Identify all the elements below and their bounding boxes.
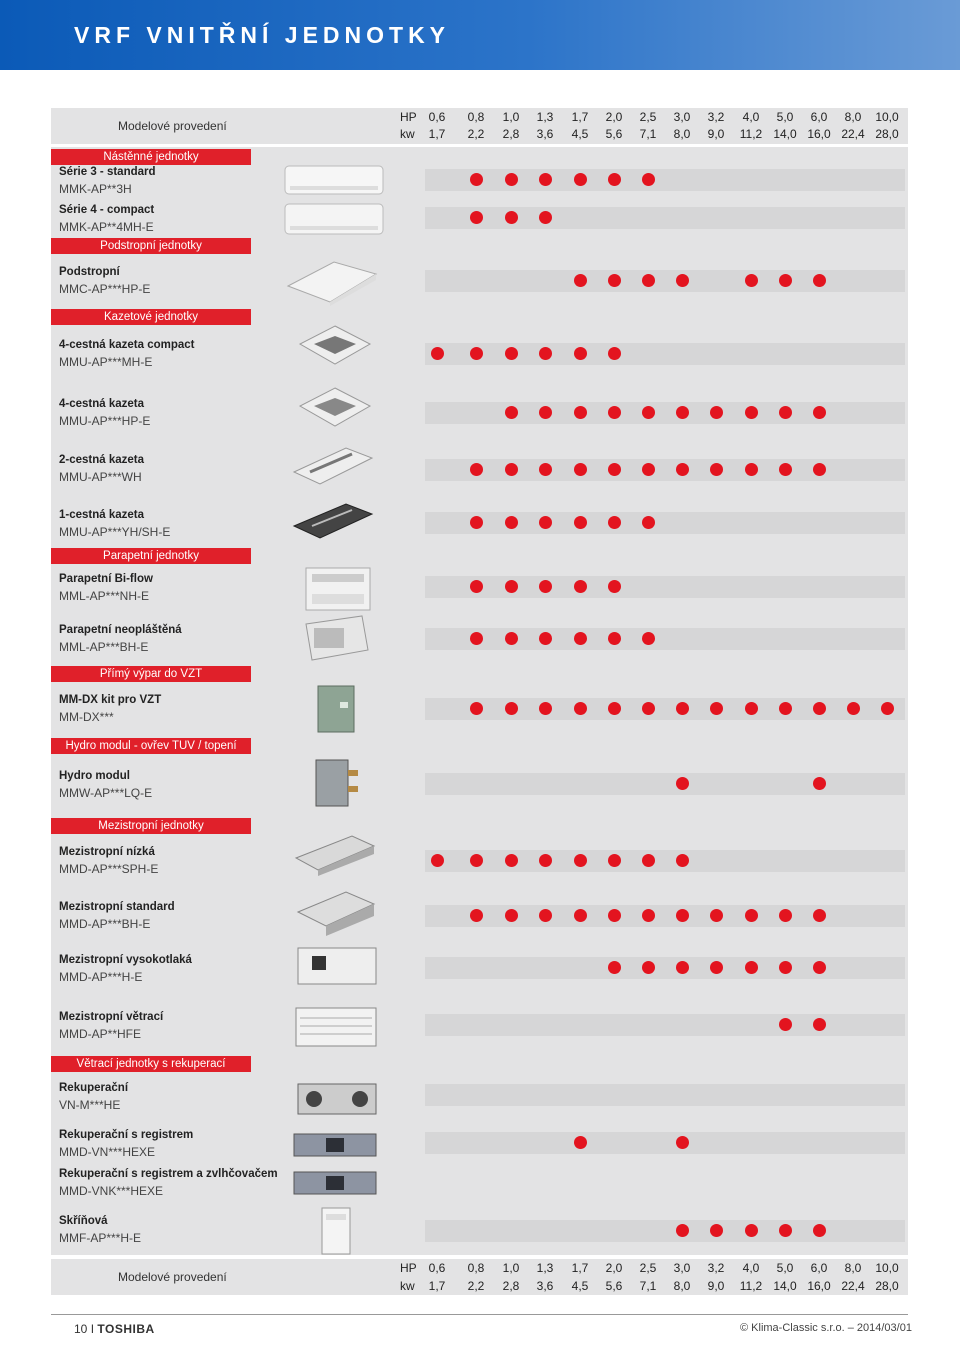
- availability-dot: [813, 909, 826, 922]
- category-hydro: Hydro modul - ovřev TUV / topení: [51, 738, 251, 754]
- availability-dot: [710, 1224, 723, 1237]
- product-model: MMD-AP**HFE: [59, 1027, 142, 1041]
- availability-dot: [539, 516, 552, 529]
- hp-value: 8,0: [844, 110, 862, 124]
- scale-title-top: Modelové provedení: [118, 119, 227, 133]
- product-name: 2-cestná kazeta: [59, 454, 145, 466]
- availability-dot: [608, 854, 621, 867]
- product-label: [59, 202, 154, 235]
- hp-value: 4,0: [742, 110, 760, 124]
- capacity-bar: [425, 576, 905, 598]
- capacity-bar: [425, 773, 905, 795]
- ceiling-unit-image: [284, 256, 380, 306]
- availability-dot: [539, 406, 552, 419]
- availability-dot: [710, 406, 723, 419]
- availability-dot: [608, 516, 621, 529]
- availability-dot: [574, 516, 587, 529]
- product-name: 4-cestná kazeta: [59, 398, 145, 410]
- wall-unit-image: [284, 164, 384, 198]
- availability-dot: [745, 909, 758, 922]
- duct-unit-image: [292, 832, 378, 876]
- availability-dot: [470, 702, 483, 715]
- availability-dot: [779, 274, 792, 287]
- product-name: Mezistropní větrací: [59, 1011, 164, 1023]
- capacity-bar: [425, 1220, 905, 1242]
- hp-value: 0,8: [467, 1261, 485, 1275]
- kw-value: 2,2: [467, 1279, 485, 1293]
- product-model: MML-AP***NH-E: [59, 589, 150, 603]
- recovery-unit-image: [296, 1076, 378, 1120]
- availability-dot: [710, 909, 723, 922]
- capacity-bar: [425, 698, 905, 720]
- availability-dot: [574, 580, 587, 593]
- hp-value: 3,2: [707, 1261, 725, 1275]
- availability-dot: [505, 580, 518, 593]
- product-label: [59, 396, 150, 429]
- availability-dot: [642, 702, 655, 715]
- product-label: [59, 844, 158, 877]
- cassette-image: [290, 500, 376, 544]
- availability-dot: [642, 909, 655, 922]
- recovery-unit-image: [292, 1130, 378, 1160]
- availability-dot: [608, 961, 621, 974]
- product-model: MMC-AP***HP-E: [59, 282, 151, 296]
- hp-value: 5,0: [776, 110, 794, 124]
- product-model: VN-M***HE: [59, 1098, 121, 1112]
- product-model: MMD-VN***HEXE: [59, 1145, 156, 1159]
- availability-dot: [745, 406, 758, 419]
- availability-dot: [608, 463, 621, 476]
- availability-dot: [470, 854, 483, 867]
- availability-dot: [779, 1224, 792, 1237]
- capacity-bar: [425, 270, 905, 292]
- page-number: 10: [74, 1322, 88, 1336]
- hp-value: 2,5: [639, 1261, 657, 1275]
- kw-value: 2,2: [467, 127, 485, 141]
- hp-value: 1,7: [571, 110, 589, 124]
- availability-dot: [574, 854, 587, 867]
- recovery-unit-image: [292, 1168, 378, 1198]
- availability-dot: [813, 777, 826, 790]
- availability-dot: [676, 777, 689, 790]
- hp-value: 0,6: [428, 1261, 446, 1275]
- hp-label-bottom: HP: [400, 1261, 417, 1275]
- kw-value: 9,0: [707, 1279, 725, 1293]
- product-label: [59, 692, 161, 725]
- kw-value: 11,2: [739, 1279, 763, 1293]
- page-header: [0, 0, 960, 70]
- availability-dot: [539, 347, 552, 360]
- availability-dot: [505, 909, 518, 922]
- product-model: MMU-AP***MH-E: [59, 355, 153, 369]
- kw-value: 7,1: [639, 127, 657, 141]
- availability-dot: [539, 173, 552, 186]
- availability-dot: [470, 173, 483, 186]
- availability-dot: [608, 274, 621, 287]
- console-unit-image: [304, 566, 372, 612]
- availability-dot: [539, 632, 552, 645]
- hp-value: 1,0: [502, 1261, 520, 1275]
- availability-dot: [574, 632, 587, 645]
- category-cassette: Kazetové jednotky: [51, 309, 251, 325]
- availability-dot: [574, 463, 587, 476]
- product-name: 4-cestná kazeta compact: [59, 339, 195, 351]
- hydro-module-image: [312, 756, 362, 810]
- product-name: Skříňová: [59, 1215, 108, 1227]
- kw-value: 1,7: [428, 1279, 446, 1293]
- availability-dot: [710, 961, 723, 974]
- capacity-bar: [425, 512, 905, 534]
- kw-value: 5,6: [605, 127, 623, 141]
- availability-dot: [608, 173, 621, 186]
- cabinet-unit-image: [318, 1206, 354, 1256]
- product-model: MMK-AP**3H: [59, 182, 132, 196]
- kw-value: 3,6: [536, 127, 554, 141]
- availability-dot: [608, 909, 621, 922]
- kw-value: 8,0: [673, 1279, 691, 1293]
- availability-dot: [574, 274, 587, 287]
- availability-dot: [608, 632, 621, 645]
- hp-value: 3,2: [707, 110, 725, 124]
- product-model: MMD-AP***SPH-E: [59, 862, 159, 876]
- product-label: [59, 264, 150, 297]
- hp-value: 1,3: [536, 110, 554, 124]
- hp-value: 1,3: [536, 1261, 554, 1275]
- capacity-bar: [425, 402, 905, 424]
- availability-dot: [642, 274, 655, 287]
- product-label: [59, 768, 152, 801]
- availability-dot: [505, 632, 518, 645]
- kw-value: 14,0: [773, 127, 797, 141]
- availability-dot: [745, 961, 758, 974]
- availability-dot: [539, 702, 552, 715]
- kw-value: 5,6: [605, 1279, 623, 1293]
- kw-label-top: kw: [400, 127, 415, 141]
- hp-value: 5,0: [776, 1261, 794, 1275]
- product-name: Mezistropní standard: [59, 901, 175, 913]
- availability-dot: [431, 854, 444, 867]
- availability-dot: [608, 406, 621, 419]
- console-unit-image: [302, 614, 372, 662]
- wall-unit-image: [284, 202, 384, 236]
- kw-value: 16,0: [807, 127, 831, 141]
- category-dx: Přímý výpar do VZT: [51, 666, 251, 682]
- kw-value: 22,4: [841, 1279, 865, 1293]
- availability-dot: [779, 961, 792, 974]
- availability-dot: [676, 909, 689, 922]
- availability-dot: [505, 406, 518, 419]
- product-label: [59, 1009, 163, 1042]
- product-model: MMW-AP***LQ-E: [59, 786, 153, 800]
- product-name: Série 3 - standard: [59, 166, 156, 178]
- product-label: [59, 571, 153, 604]
- kw-value: 2,8: [502, 1279, 520, 1293]
- product-label: [59, 164, 156, 197]
- cassette-image: [296, 322, 374, 378]
- capacity-bar: [425, 628, 905, 650]
- availability-dot: [470, 909, 483, 922]
- availability-dot: [539, 211, 552, 224]
- kw-value: 28,0: [875, 127, 899, 141]
- hp-value: 2,0: [605, 110, 623, 124]
- availability-dot: [642, 173, 655, 186]
- availability-dot: [779, 702, 792, 715]
- hp-value: 4,0: [742, 1261, 760, 1275]
- availability-dot: [745, 463, 758, 476]
- product-model: MMU-AP***HP-E: [59, 414, 151, 428]
- product-name: Mezistropní nízká: [59, 846, 155, 858]
- availability-dot: [745, 1224, 758, 1237]
- product-name: MM-DX kit pro VZT: [59, 694, 162, 706]
- product-name: Rekuperační: [59, 1082, 129, 1094]
- hp-value: 1,0: [502, 110, 520, 124]
- kw-label-bottom: kw: [400, 1279, 415, 1293]
- hp-value: 2,5: [639, 110, 657, 124]
- availability-dot: [676, 961, 689, 974]
- category-ceiling: Podstropní jednotky: [51, 238, 251, 254]
- product-model: MMD-AP***H-E: [59, 970, 143, 984]
- product-label: [59, 1127, 193, 1160]
- dx-kit-image: [316, 684, 356, 734]
- availability-dot: [642, 406, 655, 419]
- product-label: [59, 452, 144, 485]
- availability-dot: [779, 463, 792, 476]
- capacity-bar: [425, 207, 905, 229]
- availability-dot: [642, 516, 655, 529]
- capacity-bar: [425, 459, 905, 481]
- availability-dot: [505, 854, 518, 867]
- product-name: Rekuperační s registrem: [59, 1129, 194, 1141]
- product-label: [59, 622, 182, 655]
- availability-dot: [676, 1136, 689, 1149]
- availability-dot: [642, 632, 655, 645]
- hp-value: 6,0: [810, 1261, 828, 1275]
- availability-dot: [574, 702, 587, 715]
- footer-divider: [51, 1314, 908, 1315]
- page-separator: I: [90, 1322, 95, 1336]
- page-title: VRF VNITŘNÍ JEDNOTKY: [74, 22, 451, 48]
- capacity-bar: [425, 850, 905, 872]
- hp-value: 8,0: [844, 1261, 862, 1275]
- availability-dot: [676, 463, 689, 476]
- availability-dot: [574, 173, 587, 186]
- scale-title-bottom: Modelové provedení: [118, 1270, 227, 1284]
- kw-value: 14,0: [773, 1279, 797, 1293]
- availability-dot: [505, 516, 518, 529]
- availability-dot: [574, 1136, 587, 1149]
- kw-value: 1,7: [428, 127, 446, 141]
- availability-dot: [505, 211, 518, 224]
- availability-dot: [505, 347, 518, 360]
- cassette-image: [290, 444, 376, 494]
- product-model: MMD-AP***BH-E: [59, 917, 151, 931]
- availability-dot: [779, 909, 792, 922]
- availability-dot: [539, 463, 552, 476]
- availability-dot: [881, 702, 894, 715]
- availability-dot: [505, 702, 518, 715]
- availability-dot: [813, 274, 826, 287]
- capacity-bar: [425, 905, 905, 927]
- category-recovery: Větrací jednotky s rekuperací: [51, 1056, 251, 1072]
- availability-dot: [813, 1224, 826, 1237]
- hp-value: 2,0: [605, 1261, 623, 1275]
- availability-dot: [779, 406, 792, 419]
- footer-copyright: © Klima-Classic s.r.o. – 2014/03/01: [740, 1322, 912, 1334]
- product-model: MMD-VNK***HEXE: [59, 1184, 164, 1198]
- availability-dot: [676, 702, 689, 715]
- availability-dot: [642, 854, 655, 867]
- kw-value: 3,6: [536, 1279, 554, 1293]
- availability-dot: [505, 463, 518, 476]
- availability-dot: [676, 406, 689, 419]
- product-label: [59, 337, 195, 370]
- availability-dot: [676, 274, 689, 287]
- availability-dot: [676, 854, 689, 867]
- category-wall: Nástěnné jednotky: [51, 149, 251, 165]
- product-model: MML-AP***BH-E: [59, 640, 149, 654]
- product-model: MMK-AP**4MH-E: [59, 220, 154, 234]
- availability-dot: [813, 406, 826, 419]
- availability-dot: [574, 406, 587, 419]
- availability-dot: [608, 702, 621, 715]
- product-label: [59, 952, 192, 985]
- product-label: [59, 1213, 141, 1246]
- availability-dot: [470, 347, 483, 360]
- capacity-bar: [425, 343, 905, 365]
- availability-dot: [470, 463, 483, 476]
- availability-dot: [642, 463, 655, 476]
- product-name: 1-cestná kazeta: [59, 509, 145, 521]
- availability-dot: [574, 347, 587, 360]
- kw-value: 7,1: [639, 1279, 657, 1293]
- product-name: Parapetní neopláštěná: [59, 624, 182, 636]
- kw-value: 4,5: [571, 1279, 589, 1293]
- availability-dot: [539, 580, 552, 593]
- availability-dot: [470, 211, 483, 224]
- hp-value: 1,7: [571, 1261, 589, 1275]
- hp-value: 0,8: [467, 110, 485, 124]
- availability-dot: [745, 702, 758, 715]
- hp-value: 6,0: [810, 110, 828, 124]
- availability-dot: [505, 173, 518, 186]
- kw-value: 11,2: [739, 127, 763, 141]
- hp-value: 0,6: [428, 110, 446, 124]
- availability-dot: [642, 961, 655, 974]
- availability-dot: [710, 463, 723, 476]
- duct-unit-image: [294, 888, 378, 938]
- hp-label-top: HP: [400, 110, 417, 124]
- availability-dot: [470, 580, 483, 593]
- capacity-bar: [425, 1084, 905, 1106]
- brand-logo: TOSHIBA: [97, 1322, 155, 1336]
- availability-dot: [710, 702, 723, 715]
- product-label: [59, 507, 170, 540]
- hp-value: 3,0: [673, 110, 691, 124]
- product-name: Mezistropní vysokotlaká: [59, 954, 192, 966]
- product-label: [59, 1080, 128, 1113]
- availability-dot: [745, 274, 758, 287]
- availability-dot: [539, 909, 552, 922]
- availability-dot: [608, 347, 621, 360]
- kw-value: 28,0: [875, 1279, 899, 1293]
- duct-unit-image: [296, 944, 378, 988]
- product-name: Hydro modul: [59, 770, 130, 782]
- product-model: MMF-AP***H-E: [59, 1231, 142, 1245]
- availability-dot: [431, 347, 444, 360]
- availability-dot: [813, 702, 826, 715]
- category-duct: Mezistropní jednotky: [51, 818, 251, 834]
- kw-value: 2,8: [502, 127, 520, 141]
- availability-dot: [779, 1018, 792, 1031]
- product-model: MMU-AP***WH: [59, 470, 142, 484]
- availability-dot: [539, 854, 552, 867]
- product-name: Parapetní Bi-flow: [59, 573, 153, 585]
- availability-dot: [847, 702, 860, 715]
- product-name: Rekuperační s registrem a zvlhčovačem: [59, 1168, 278, 1180]
- availability-dot: [608, 580, 621, 593]
- duct-unit-image: [294, 1004, 378, 1052]
- capacity-bar: [425, 957, 905, 979]
- availability-dot: [470, 516, 483, 529]
- hp-value: 10,0: [875, 1261, 899, 1275]
- category-console: Parapetní jednotky: [51, 548, 251, 564]
- kw-value: 22,4: [841, 127, 865, 141]
- kw-value: 4,5: [571, 127, 589, 141]
- product-name: Série 4 - compact: [59, 204, 155, 216]
- product-model: MM-DX***: [59, 710, 114, 724]
- cassette-image: [296, 384, 374, 440]
- availability-dot: [813, 961, 826, 974]
- kw-value: 16,0: [807, 1279, 831, 1293]
- kw-value: 8,0: [673, 127, 691, 141]
- capacity-bar: [425, 169, 905, 191]
- availability-dot: [813, 463, 826, 476]
- footer-page: [74, 1322, 155, 1336]
- hp-value: 10,0: [875, 110, 899, 124]
- availability-dot: [470, 632, 483, 645]
- kw-value: 9,0: [707, 127, 725, 141]
- availability-dot: [813, 1018, 826, 1031]
- hp-value: 3,0: [673, 1261, 691, 1275]
- availability-dot: [574, 909, 587, 922]
- capacity-bar: [425, 1014, 905, 1036]
- product-label: [59, 899, 175, 932]
- availability-dot: [676, 1224, 689, 1237]
- product-model: MMU-AP***YH/SH-E: [59, 525, 171, 539]
- product-label: [59, 1166, 278, 1199]
- capacity-bar: [425, 1132, 905, 1154]
- product-name: Podstropní: [59, 266, 120, 278]
